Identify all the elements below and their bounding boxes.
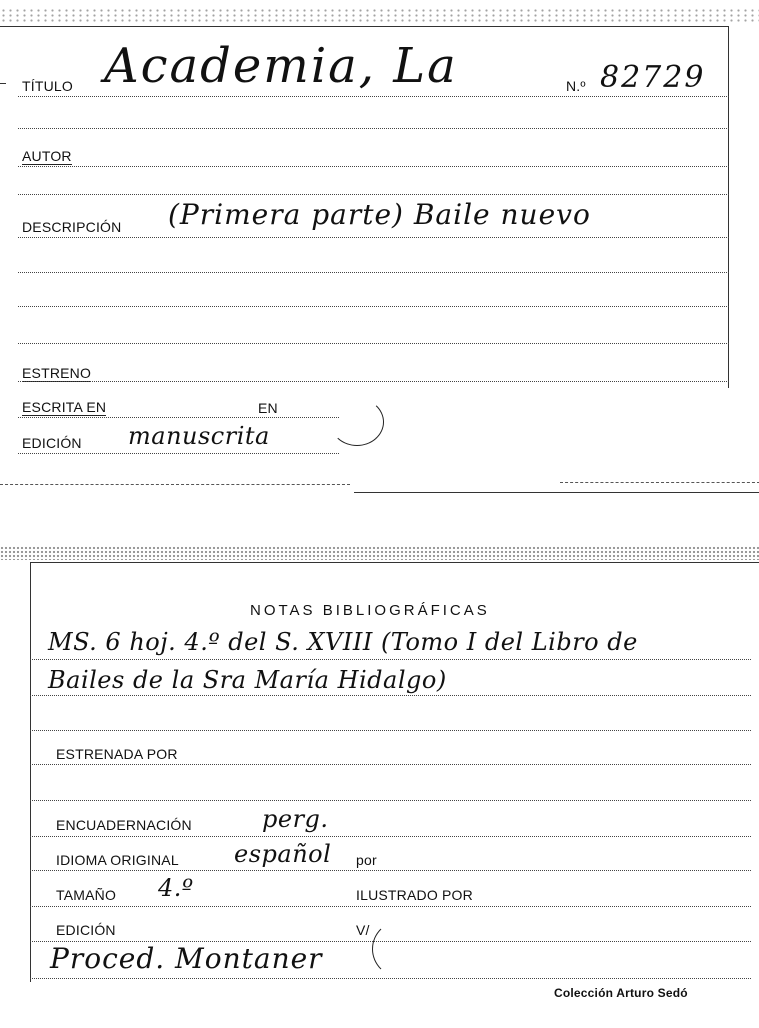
blank-rule bbox=[30, 800, 751, 801]
autor-label: AUTOR bbox=[22, 148, 72, 164]
escrita-rule bbox=[18, 417, 339, 418]
catalog-card-back bbox=[0, 540, 759, 1028]
card-edge-dash bbox=[560, 482, 759, 483]
idioma-label: IDIOMA ORIGINAL bbox=[56, 852, 179, 868]
punch-hole-mark bbox=[330, 398, 384, 446]
encuadernacion-value: perg. bbox=[262, 805, 329, 833]
top-border bbox=[0, 26, 729, 27]
descripcion-value: (Primera parte) Baile nuevo bbox=[168, 198, 591, 231]
edicion-label: EDICIÓN bbox=[56, 922, 116, 938]
estreno-label: ESTRENO bbox=[22, 365, 92, 381]
card-bottom-border bbox=[354, 492, 759, 493]
tamano-label: TAMAÑO bbox=[56, 887, 117, 903]
blank-rule bbox=[30, 730, 751, 731]
notas-rule bbox=[30, 659, 751, 660]
v-label: V/ bbox=[356, 922, 370, 938]
blank-rule bbox=[18, 272, 729, 273]
idioma-value: español bbox=[234, 840, 332, 868]
blank-rule bbox=[18, 194, 729, 195]
titulo-label: TÍTULO bbox=[22, 78, 73, 94]
card-edge-speckle bbox=[0, 546, 759, 560]
estrenada-por-label: ESTRENADA POR bbox=[56, 746, 178, 762]
left-border bbox=[30, 562, 31, 982]
margin-tick bbox=[0, 83, 6, 84]
notas-line-1: MS. 6 hoj. 4.º del S. XVIII (Tomo I del Libro de bbox=[48, 628, 638, 656]
punch-hole-mark bbox=[372, 920, 432, 978]
encuadernacion-label: ENCUADERNACIÓN bbox=[56, 817, 192, 833]
numero-label: N.º bbox=[566, 78, 586, 94]
titulo-rule bbox=[18, 96, 729, 97]
descripcion-rule bbox=[18, 237, 729, 238]
procedencia-rule bbox=[30, 978, 751, 979]
catalog-card-front bbox=[0, 0, 759, 500]
edicion-rule bbox=[18, 453, 339, 454]
top-border bbox=[30, 562, 759, 563]
blank-rule bbox=[18, 343, 729, 344]
edicion-label: EDICIÓN bbox=[22, 435, 82, 451]
tamano-value: 4.º bbox=[158, 874, 194, 902]
notas-rule bbox=[30, 695, 751, 696]
edicion-value: manuscrita bbox=[128, 422, 270, 450]
card-edge-speckle bbox=[0, 8, 759, 22]
right-border bbox=[728, 26, 729, 388]
estreno-rule bbox=[18, 381, 729, 382]
card-edge-dash bbox=[0, 484, 350, 485]
tamano-rule bbox=[30, 906, 751, 907]
por-label: por bbox=[356, 852, 377, 868]
estrenada-rule bbox=[30, 764, 751, 765]
autor-rule bbox=[18, 166, 729, 167]
blank-rule bbox=[18, 128, 729, 129]
coleccion-footer: Colección Arturo Sedó bbox=[554, 986, 688, 1000]
en-label: EN bbox=[258, 400, 278, 416]
encuadernacion-rule bbox=[30, 836, 751, 837]
procedencia-value: Proced. Montaner bbox=[50, 942, 323, 975]
numero-value: 82729 bbox=[600, 60, 706, 95]
notas-line-2: Bailes de la Sra María Hidalgo) bbox=[48, 666, 447, 694]
notas-heading: NOTAS BIBLIOGRÁFICAS bbox=[250, 602, 490, 619]
blank-rule bbox=[18, 306, 729, 307]
descripcion-label: DESCRIPCIÓN bbox=[22, 219, 122, 235]
ilustrado-label: ILUSTRADO POR bbox=[356, 887, 473, 903]
titulo-value: Academia, La bbox=[104, 38, 458, 94]
idioma-rule bbox=[30, 870, 751, 871]
escrita-en-label: ESCRITA EN bbox=[22, 399, 107, 415]
